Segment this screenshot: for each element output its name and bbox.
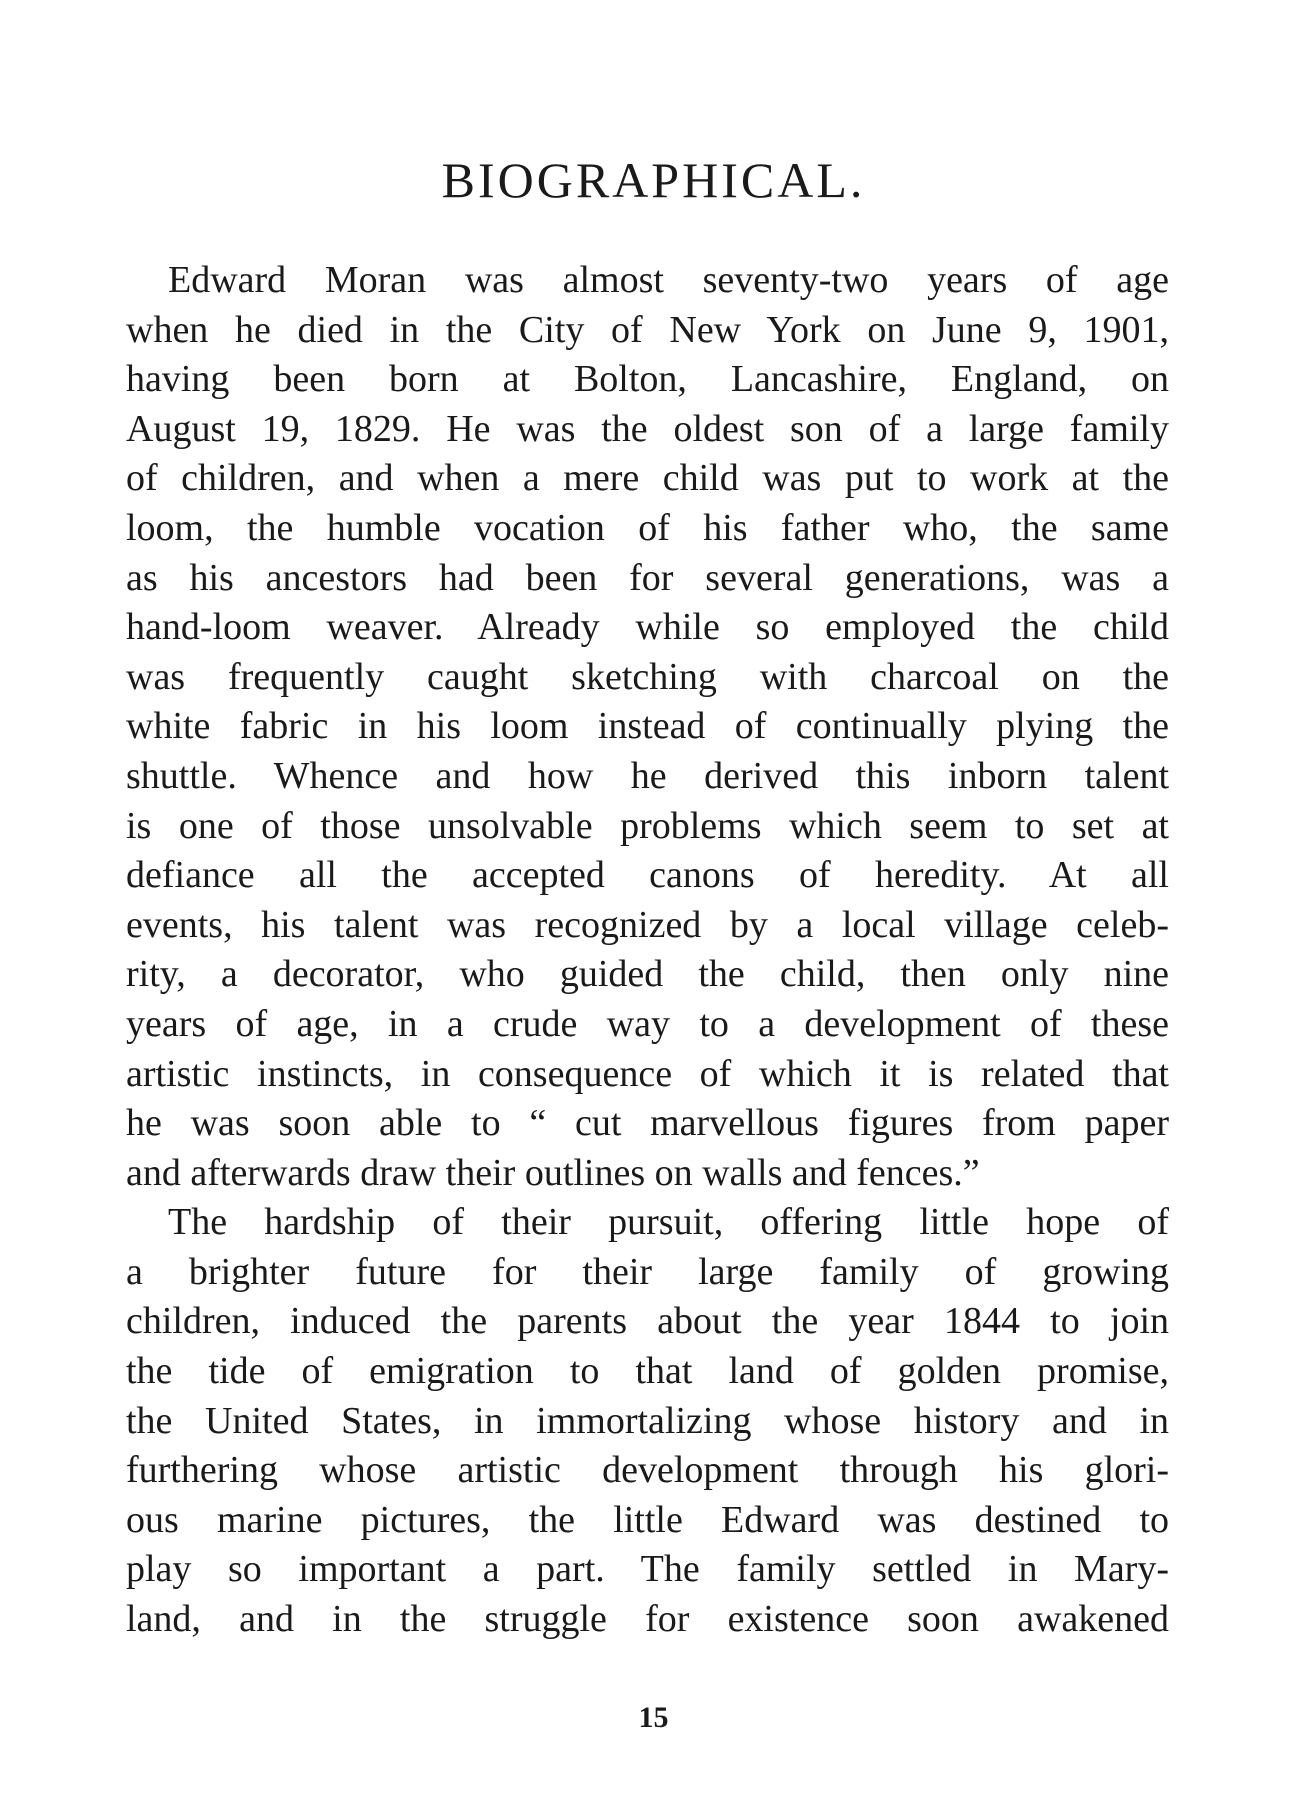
text-line: was frequently caught sketching with charcoal on the	[126, 655, 1169, 698]
text-line: hand-loom weaver. Already while so employed the child	[126, 606, 1169, 649]
text-line: years of age, in a crude way to a development of these	[126, 1002, 1169, 1045]
text-line: furthering whose artistic development through his glori-	[126, 1449, 1169, 1492]
text-line: The hardship of their pursuit, offering little hope of	[168, 1201, 1169, 1244]
text-line: ous marine pictures, the little Edward was destined to	[126, 1498, 1169, 1541]
text-line: play so important a part. The family settled in Mary-	[126, 1548, 1169, 1591]
text-line: defiance all the accepted canons of heredity. At all	[126, 854, 1169, 897]
paragraph-1	[126, 256, 1169, 1198]
text-line: white fabric in his loom instead of continually plying the	[126, 705, 1169, 748]
text-line: children, induced the parents about the year 1844 to join	[126, 1300, 1169, 1343]
text-line: having been born at Bolton, Lancashire, England, on	[126, 358, 1169, 401]
paragraph-2	[126, 1198, 1169, 1644]
page-number: 15	[638, 1701, 669, 1734]
text-line: the tide of emigration to that land of golden promise,	[126, 1350, 1169, 1393]
text-line: loom, the humble vocation of his father who, the same	[126, 506, 1169, 549]
page-title: BIOGRAPHICAL.	[441, 152, 866, 208]
text-line: land, and in the struggle for existence soon awakened	[126, 1598, 1169, 1641]
text-line: when he died in the City of New York on June 9, 1901,	[126, 308, 1169, 351]
text-line: and afterwards draw their outlines on walls and fences.”	[126, 1151, 980, 1194]
text-line: is one of those unsolvable problems which seem to set at	[126, 804, 1169, 847]
text-line: of children, and when a mere child was put to work at the	[126, 457, 1169, 500]
text-line: rity, a decorator, who guided the child, then only nine	[126, 953, 1169, 996]
text-line: August 19, 1829. He was the oldest son of a large family	[126, 407, 1169, 450]
text-line: Edward Moran was almost seventy-two years of age	[168, 259, 1169, 301]
text-line: a brighter future for their large family of growing	[126, 1250, 1169, 1293]
text-line: artistic instincts, in consequence of which it is related that	[126, 1052, 1169, 1095]
text-line: events, his talent was recognized by a local village celeb-	[126, 903, 1169, 946]
text-line: he was soon able to “ cut marvellous figures from paper	[126, 1102, 1169, 1145]
text-line: as his ancestors had been for several generations, was a	[126, 556, 1169, 599]
text-line: shuttle. Whence and how he derived this inborn talent	[126, 754, 1169, 797]
text-line: the United States, in immortalizing whose history and in	[126, 1399, 1169, 1442]
body-text	[126, 256, 1169, 1645]
